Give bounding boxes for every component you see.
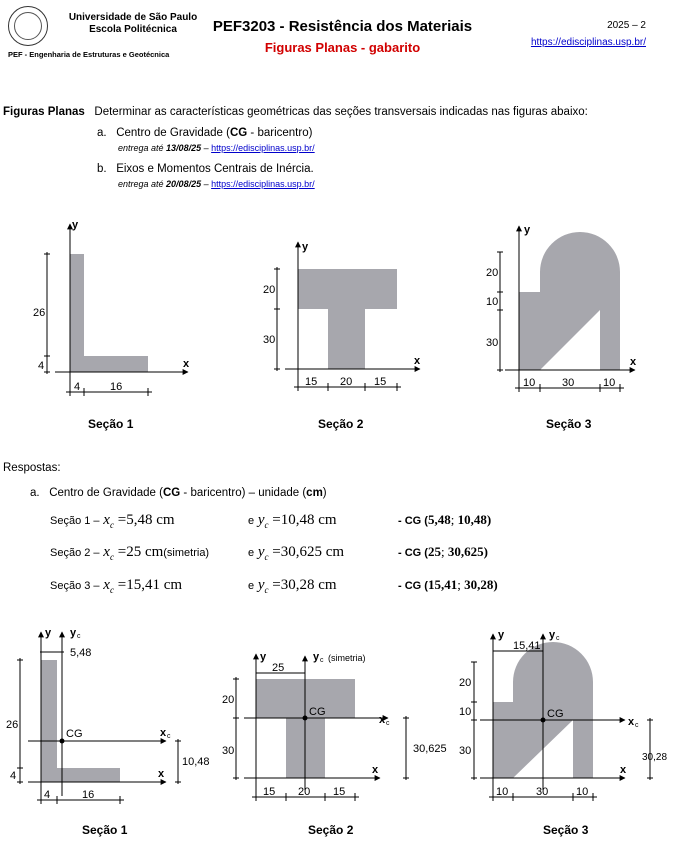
usp-seal — [8, 6, 48, 46]
s2-axis-y: y — [302, 241, 309, 253]
answer-row-1-y — [248, 512, 337, 530]
s1b-axis-xc-sub: c — [167, 733, 171, 740]
s2b-dim-20v: 20 — [222, 694, 235, 706]
section2-figure — [263, 241, 421, 391]
item-a — [97, 127, 312, 139]
row3-eq2: = — [272, 577, 281, 593]
cg-y: 30,625 — [447, 544, 484, 559]
s2-dim-15b: 15 — [374, 376, 387, 388]
s2-dim-20h: 20 — [340, 376, 353, 388]
s2b-dim-30v: 30 — [222, 745, 235, 757]
row2-yc: 30,625 cm — [280, 544, 345, 560]
due-date: 20/08/25 — [166, 179, 202, 189]
s1-axis-x: x — [183, 358, 190, 370]
s2b-axis-yc-sub: c — [320, 657, 324, 664]
s3-dim-30v: 30 — [486, 337, 499, 349]
s1b-dim-4v: 4 — [10, 770, 17, 782]
section3-figure — [486, 224, 637, 392]
answer-a-mid: - baricentro) – unidade ( — [180, 487, 307, 499]
section1-figure — [33, 219, 190, 396]
section1-shape — [70, 254, 148, 372]
row2-cg — [398, 544, 488, 560]
s3-dim-10v: 10 — [486, 296, 499, 308]
intro-text: Determinar as características geométricas das seções transversais indicadas nas figuras abaixo: — [94, 106, 588, 118]
section2-cg-figure — [222, 651, 447, 801]
top-figures — [0, 212, 681, 442]
answer-row-2-y — [248, 544, 344, 562]
s3b-dim-10b: 10 — [576, 786, 589, 798]
section3-shape — [519, 232, 620, 370]
row2-x-sym: x — [103, 544, 110, 560]
row1-yc: 10,48 cm — [280, 512, 337, 528]
cg-sep: ; — [450, 512, 458, 527]
cg-y: 30,28 — [464, 577, 494, 592]
s2-dim-15a: 15 — [305, 376, 318, 388]
row1-x-sym: x — [103, 512, 110, 528]
s3-cg-point — [541, 718, 546, 723]
s3b-dim-3028: 30,28 — [642, 752, 668, 763]
s3b-axis-xc: x — [628, 716, 635, 728]
intro-line — [3, 106, 588, 118]
row1-y-sub: c — [264, 520, 269, 530]
s1-cg-label: CG — [66, 728, 83, 740]
row2-xc: 25 cm — [126, 544, 164, 560]
item-a-post: - baricentro) — [247, 127, 313, 139]
row3-eq1: = — [117, 577, 127, 593]
intro-label: Figuras Planas — [3, 106, 85, 118]
s2b-dim-15a: 15 — [263, 786, 276, 798]
s1b-axis-xc: x — [160, 727, 167, 739]
s3b-axis-xc-sub: c — [635, 722, 639, 729]
cg-x: 25 — [427, 544, 441, 559]
s2b-dim-30625: 30,625 — [413, 743, 447, 755]
row2-y-sub: c — [264, 552, 269, 562]
s2b-axis-xc: x — [379, 714, 386, 726]
s2b-axis-yc: y — [313, 651, 320, 663]
s3-dim-10b: 10 — [603, 377, 616, 389]
row3-y-sub: c — [264, 585, 269, 595]
row1-x-sub: c — [109, 520, 114, 530]
s1-dim-26: 26 — [33, 307, 46, 319]
row3-y-sym: y — [257, 577, 265, 593]
s1b-axis-y: y — [45, 627, 52, 639]
cg-pre: - CG ( — [398, 580, 428, 592]
row1-eq1: = — [117, 512, 127, 528]
answer-row-2 — [50, 544, 209, 562]
s2b-axis-y: y — [260, 651, 267, 663]
row2-y-sym: y — [257, 544, 265, 560]
s1-dim-4h: 4 — [74, 381, 81, 393]
s1-cg-point — [60, 739, 65, 744]
s2-axis-x: x — [414, 355, 421, 367]
section2-shape — [298, 269, 397, 369]
row1-eq2: = — [272, 512, 281, 528]
university-name: Universidade de São Paulo — [68, 12, 198, 23]
item-a-bold: CG — [229, 127, 248, 139]
answer-a-bold1: CG — [162, 487, 181, 499]
section1-cg-shape — [41, 660, 120, 782]
answer-a-post: ) — [322, 487, 327, 499]
s1b-dim-16: 16 — [82, 789, 95, 801]
s3b-dim-30h: 30 — [536, 786, 549, 798]
row1-cg — [398, 512, 491, 528]
row3-yc: 30,28 cm — [280, 577, 337, 593]
s1-dim-16: 16 — [110, 381, 123, 393]
s2b-caption: Seção 2 — [308, 823, 354, 837]
item-b-link[interactable]: https://edisciplinas.usp.br/ — [211, 179, 315, 189]
university-block — [58, 12, 208, 36]
s2-cg-point — [303, 716, 308, 721]
row1-name: Seção 1 – — [50, 515, 100, 527]
s1-dim-4v: 4 — [38, 360, 45, 372]
s2b-sym: (simetria) — [328, 653, 366, 663]
department-name: PEF - Engenharia de Estruturas e Geotécnica — [8, 50, 170, 59]
document-subtitle: Figuras Planas - gabarito — [264, 40, 421, 55]
s2-cg-label: CG — [309, 706, 326, 718]
s3b-dim-10a: 10 — [496, 786, 509, 798]
s3-axis-y: y — [524, 224, 531, 236]
row2-name: Seção 2 – — [50, 547, 100, 559]
section1-cg-figure — [6, 627, 210, 804]
semester: 2025 – 2 — [607, 20, 646, 31]
row1-xc: 5,48 cm — [126, 512, 175, 528]
row3-name: Seção 3 – — [50, 580, 100, 592]
cg-x: 5,48 — [427, 512, 451, 527]
cg-sep: ; — [457, 577, 465, 592]
answer-row-1 — [50, 512, 175, 530]
s1b-dim-4h: 4 — [44, 789, 51, 801]
s3-dim-20: 20 — [486, 267, 499, 279]
s2b-axis-x: x — [372, 764, 379, 776]
row1-e: e — [248, 515, 255, 527]
s3b-dim-1541: 15,41 — [513, 640, 541, 652]
cg-x: 15,41 — [427, 577, 458, 592]
answer-row-3-y — [248, 577, 337, 595]
s1b-axis-yc: y — [70, 627, 77, 639]
item-a-due — [118, 143, 315, 153]
due-sep: – — [201, 143, 212, 153]
s3b-axis-x: x — [620, 764, 627, 776]
s3b-dim-20: 20 — [459, 677, 472, 689]
item-a-link[interactable]: https://edisciplinas.usp.br/ — [211, 143, 315, 153]
bottom-figures — [0, 620, 681, 841]
s1b-dim-1048: 10,48 — [182, 756, 210, 768]
s2-dim-30v: 30 — [263, 334, 276, 346]
cg-sep: ; — [440, 544, 448, 559]
s3b-dim-10v: 10 — [459, 706, 472, 718]
answer-row-3 — [50, 577, 182, 595]
row2-eq1: = — [117, 544, 127, 560]
cg-post: ) — [486, 512, 492, 527]
s1b-dim-26: 26 — [6, 719, 19, 731]
answer-a-pre: Centro de Gravidade ( — [49, 487, 163, 499]
row2-note: (simetria) — [163, 547, 210, 559]
s2b-dim-20h: 20 — [298, 786, 311, 798]
s3b-axis-yc: y — [549, 629, 556, 641]
s3-caption: Seção 3 — [546, 417, 592, 431]
s3-dim-10a: 10 — [523, 377, 536, 389]
s2-caption: Seção 2 — [318, 417, 364, 431]
answer-a-line — [30, 487, 327, 499]
answer-a-bold2: cm — [306, 487, 323, 499]
row2-e: e — [248, 547, 255, 559]
school-name: Escola Politécnica — [89, 24, 177, 35]
row2-eq2: = — [272, 544, 281, 560]
item-b-due — [118, 179, 315, 189]
s2b-dim-25: 25 — [272, 662, 285, 674]
cg-pre: - CG ( — [398, 515, 428, 527]
s2b-axis-xc-sub: c — [386, 720, 390, 727]
s1b-dim-548: 5,48 — [70, 647, 92, 659]
row3-x-sub: c — [109, 585, 114, 595]
cg-pre: - CG ( — [398, 547, 428, 559]
due-date: 13/08/25 — [166, 143, 202, 153]
row3-x-sym: x — [103, 577, 110, 593]
due-pre: entrega até — [118, 143, 167, 153]
answers-title: Respostas: — [3, 462, 61, 474]
header-link[interactable]: https://edisciplinas.usp.br/ — [530, 37, 646, 48]
s1b-caption: Seção 1 — [82, 823, 128, 837]
due-sep: – — [201, 179, 212, 189]
answer-a-letter: a. — [30, 487, 40, 499]
cg-post: ) — [483, 544, 488, 559]
s2b-dim-15b: 15 — [333, 786, 346, 798]
s3b-axis-yc-sub: c — [556, 635, 560, 642]
s3b-axis-y: y — [498, 629, 505, 641]
s1-axis-y: y — [72, 219, 79, 231]
row3-cg — [398, 577, 498, 593]
item-b-letter: b. — [97, 163, 107, 175]
s3-cg-label: CG — [547, 708, 564, 720]
s1-caption: Seção 1 — [88, 417, 134, 431]
s3-dim-30h: 30 — [562, 377, 575, 389]
s1b-axis-x: x — [158, 768, 165, 780]
item-a-letter: a. — [97, 127, 107, 139]
cg-y: 10,48 — [457, 512, 487, 527]
row3-xc: 15,41 cm — [126, 577, 183, 593]
section3-cg-figure — [459, 629, 667, 801]
due-pre: entrega até — [118, 179, 167, 189]
row3-e: e — [248, 580, 255, 592]
s1b-axis-yc-sub: c — [77, 633, 81, 640]
s3b-caption: Seção 3 — [543, 823, 589, 837]
item-b — [97, 163, 314, 175]
item-b-text: Eixos e Momentos Centrais de Inércia. — [116, 163, 314, 175]
s3b-dim-30v: 30 — [459, 745, 472, 757]
row1-y-sym: y — [257, 512, 265, 528]
cg-post: ) — [493, 577, 498, 592]
s2-dim-20v: 20 — [263, 284, 276, 296]
s3-axis-x: x — [630, 356, 637, 368]
item-a-pre: Centro de Gravidade ( — [116, 127, 230, 139]
row2-x-sub: c — [109, 552, 114, 562]
course-title: PEF3203 - Resistência dos Materiais — [212, 18, 473, 35]
